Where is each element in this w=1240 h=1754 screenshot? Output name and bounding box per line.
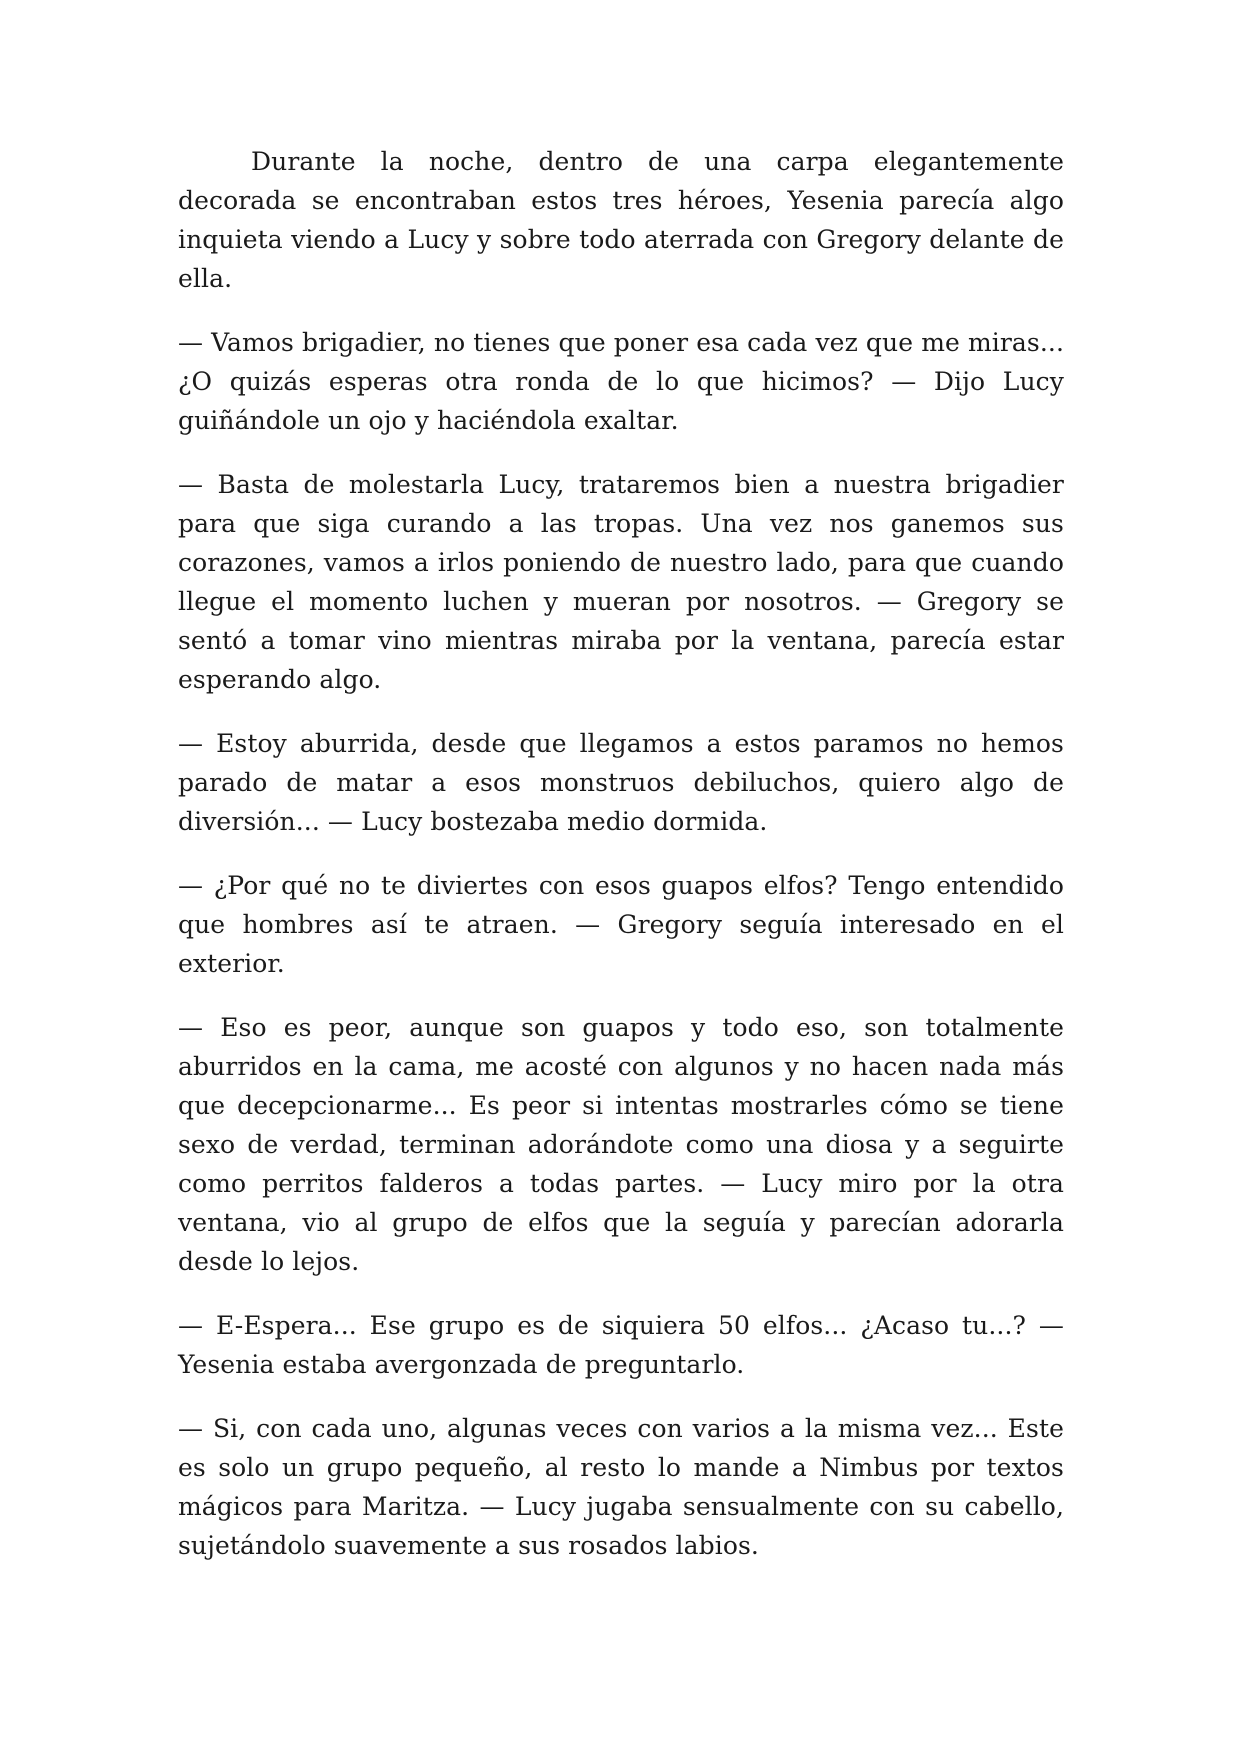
paragraph: Durante la noche, dentro de una carpa elegantemente decorada se encontraban estos tres héroes, Yesenia parecía algo inquieta viendo a Lucy y sobre todo aterrada con Gregory delante de ella. [178,147,1064,293]
paragraph: — Vamos brigadier, no tienes que poner esa cada vez que me miras... ¿O quizás esperas otra ronda de lo que hicimos? — Dijo Lucy guiñándole un ojo y haciéndola exaltar. [178,328,1064,435]
paragraph: — Basta de molestarla Lucy, trataremos bien a nuestra brigadier para que siga curando a las tropas. Una vez nos ganemos sus corazones, vamos a irlos poniendo de nuestro lado, para que cuando llegue el momento luchen y mueran por nosotros. — Gregory se sentó a tomar vino mientras miraba por la ventana, parecía estar esperando algo. [178,470,1064,694]
paragraph: — Estoy aburrida, desde que llegamos a estos paramos no hemos parado de matar a esos monstruos debiluchos, quiero algo de diversión... — Lucy bostezaba medio dormida. [178,729,1064,836]
paragraph: — ¿Por qué no te diviertes con esos guapos elfos? Tengo entendido que hombres así te atraen. — Gregory seguía interesado en el exterior. [178,871,1064,978]
document-page [178,142,1064,1590]
paragraph: — Si, con cada uno, algunas veces con varios a la misma vez... Este es solo un grupo pequeño, al resto lo mande a Nimbus por textos mágicos para Maritza. — Lucy jugaba sensualmente con su cabello, sujetándolo suavemente a sus rosados labios. [178,1414,1064,1560]
paragraph: — E-Espera... Ese grupo es de siquiera 50 elfos... ¿Acaso tu...? — Yesenia estaba avergonzada de preguntarlo. [178,1311,1064,1379]
paragraph: — Eso es peor, aunque son guapos y todo eso, son totalmente aburridos en la cama, me acosté con algunos y no hacen nada más que decepcionarme... Es peor si intentas mostrarles cómo se tiene sexo de verdad, terminan adorándote como una diosa y a seguirte como perritos falderos a todas partes. — Lucy miro por la otra ventana, vio al grupo de elfos que la seguía y parecían adorarla desde lo lejos. [178,1013,1064,1276]
